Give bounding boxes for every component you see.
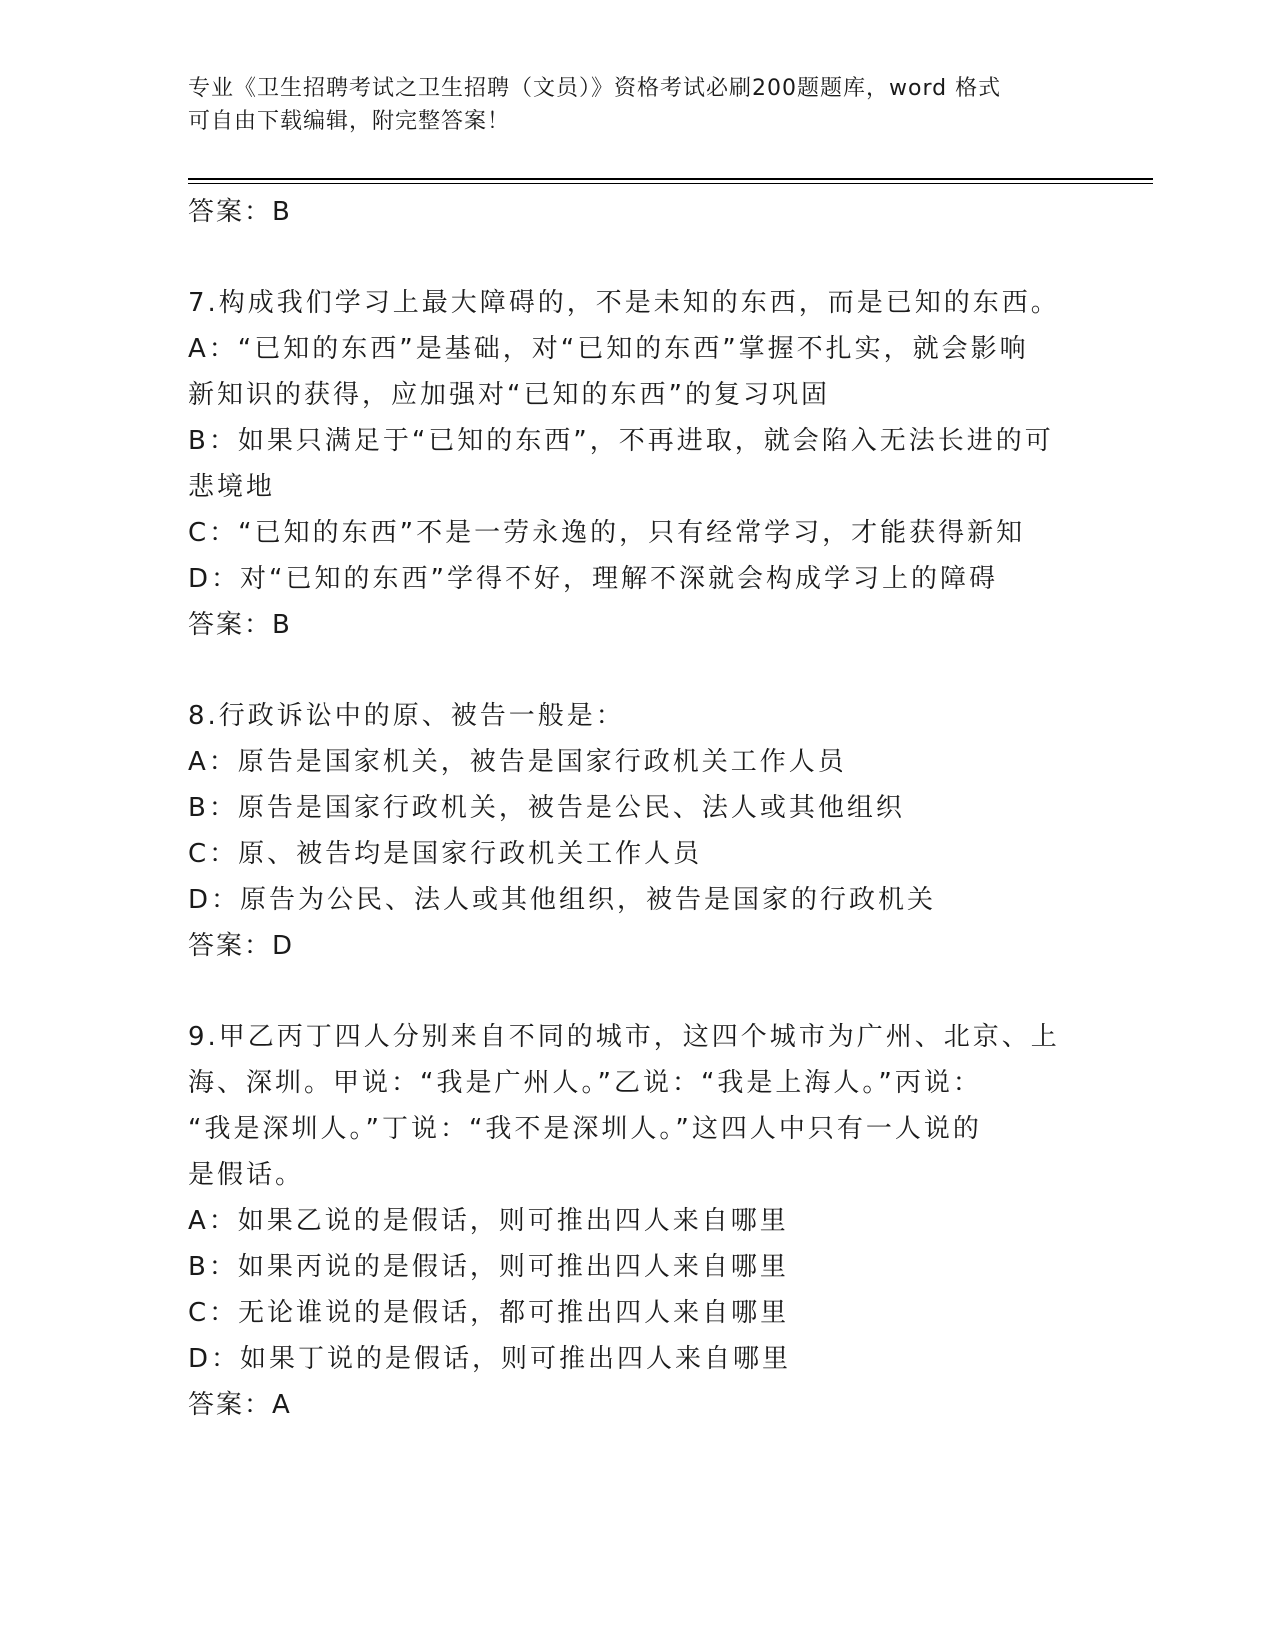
header-divider-thin <box>188 183 1153 184</box>
answer-line: 答案：A <box>188 1390 292 1420</box>
option-b: B：如果只满足于“已知的东西”，不再进取，就会陷入无法长进的可 <box>188 426 1054 456</box>
option-b: B：如果丙说的是假话，则可推出四人来自哪里 <box>188 1252 789 1282</box>
option-b: B：原告是国家行政机关，被告是公民、法人或其他组织 <box>188 793 905 823</box>
question-text: 8.行政诉讼中的原、被告一般是： <box>188 701 625 731</box>
option-a-continued: 新知识的获得，应加强对“已知的东西”的复习巩固 <box>188 380 830 410</box>
option-a: A：原告是国家机关，被告是国家行政机关工作人员 <box>188 747 847 777</box>
question-text-continued: 海、深圳。甲说：“我是广州人。”乙说：“我是上海人。”丙说： <box>188 1068 982 1098</box>
question-text-continued: 是假话。 <box>188 1160 305 1190</box>
question-text-continued: “我是深圳人。”丁说：“我不是深圳人。”这四人中只有一人说的 <box>188 1114 982 1144</box>
header-line: 专业《卫生招聘考试之卫生招聘（文员）》资格考试必刷200题题库，word 格式 <box>188 76 1002 101</box>
answer-line: 答案：B <box>188 610 292 640</box>
option-b-continued: 悲境地 <box>188 472 276 502</box>
answer-line: 答案：D <box>188 931 295 961</box>
question-list <box>188 189 1088 1428</box>
option-c: C：原、被告均是国家行政机关工作人员 <box>188 839 703 869</box>
page-header <box>188 72 1088 138</box>
option-d: D：原告为公民、法人或其他组织，被告是国家的行政机关 <box>188 885 937 915</box>
question-text: 7.构成我们学习上最大障碍的，不是未知的东西，而是已知的东西。 <box>188 288 1060 318</box>
header-divider-thick <box>188 178 1153 180</box>
question-text: 9.甲乙丙丁四人分别来自不同的城市，这四个城市为广州、北京、上 <box>188 1022 1060 1052</box>
option-a: A：如果乙说的是假话，则可推出四人来自哪里 <box>188 1206 789 1236</box>
question-8 <box>188 693 1088 969</box>
option-c: C：无论谁说的是假话，都可推出四人来自哪里 <box>188 1298 790 1328</box>
option-d: D：对“已知的东西”学得不好，理解不深就会构成学习上的障碍 <box>188 564 998 594</box>
option-c: C：“已知的东西”不是一劳永逸的，只有经常学习，才能获得新知 <box>188 518 1026 548</box>
question-7 <box>188 280 1088 648</box>
header-line: 可自由下载编辑，附完整答案！ <box>188 109 511 134</box>
option-d: D：如果丁说的是假话，则可推出四人来自哪里 <box>188 1344 792 1374</box>
question-9 <box>188 1014 1088 1428</box>
answer-line: 答案：B <box>188 197 292 227</box>
option-a: A：“已知的东西”是基础，对“已知的东西”掌握不扎实，就会影响 <box>188 334 1029 364</box>
